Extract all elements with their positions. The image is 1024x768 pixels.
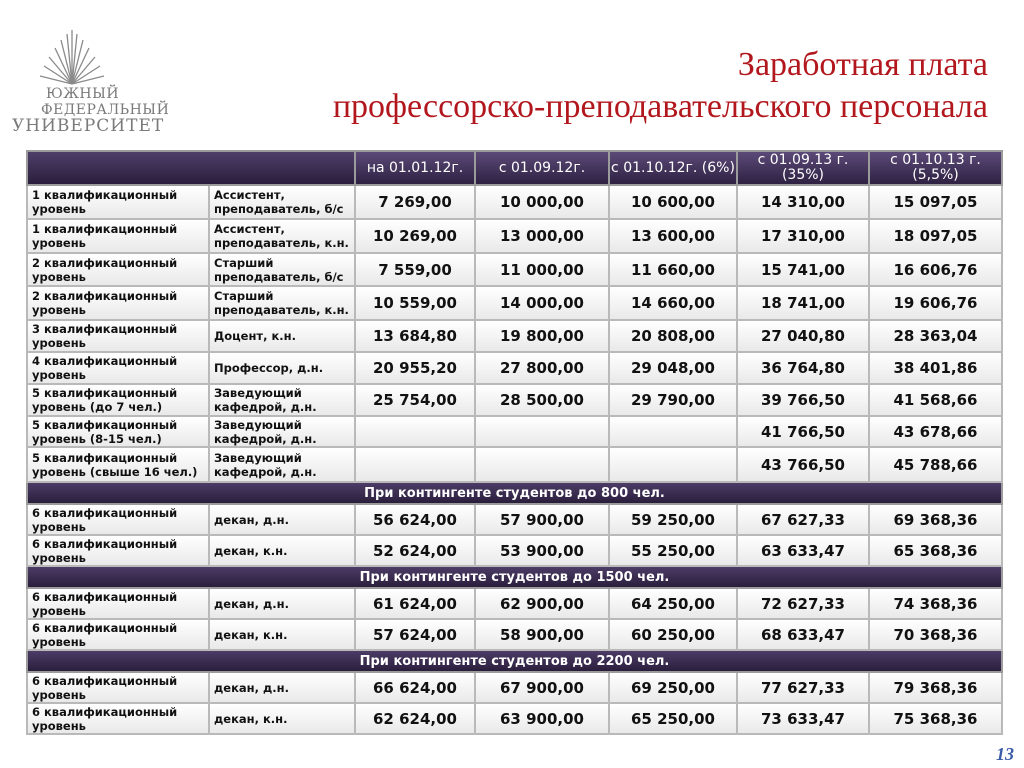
salary-value-cell <box>475 416 609 447</box>
salary-value-cell <box>609 447 737 482</box>
salary-value-cell: 28 363,04 <box>869 320 1002 352</box>
column-header: с 01.10.13 г. (5,5%) <box>869 151 1002 185</box>
section-title: При контингенте студентов до 1500 чел. <box>27 566 1002 588</box>
qualification-level-cell: 1 квалификационный уровень <box>27 185 209 219</box>
column-header: на 01.01.12г. <box>355 151 475 185</box>
salary-value-cell: 17 310,00 <box>737 219 869 253</box>
qualification-level-cell: 5 квалификационный уровень (до 7 чел.) <box>27 384 209 416</box>
salary-value-cell: 66 624,00 <box>355 672 475 703</box>
position-cell: Старший преподаватель, к.н. <box>209 286 355 320</box>
logo-text-line1: ЮЖНЫЙ <box>46 86 120 102</box>
table-row <box>27 286 1002 320</box>
section-header-row <box>27 650 1002 672</box>
header-blank-cell <box>27 151 355 185</box>
salary-value-cell: 19 800,00 <box>475 320 609 352</box>
qualification-level-cell: 3 квалификационный уровень <box>27 320 209 352</box>
fan-emblem-icon <box>36 28 108 86</box>
salary-value-cell: 79 368,36 <box>869 672 1002 703</box>
salary-value-cell: 19 606,76 <box>869 286 1002 320</box>
salary-value-cell: 14 310,00 <box>737 185 869 219</box>
position-cell: декан, д.н. <box>209 588 355 619</box>
page-number: 13 <box>996 744 1014 764</box>
salary-value-cell: 57 624,00 <box>355 619 475 650</box>
salary-value-cell: 13 684,80 <box>355 320 475 352</box>
salary-value-cell: 7 559,00 <box>355 253 475 286</box>
position-cell: Ассистент, преподаватель, б/с <box>209 185 355 219</box>
salary-value-cell: 15 097,05 <box>869 185 1002 219</box>
salary-value-cell: 68 633,47 <box>737 619 869 650</box>
salary-value-cell: 10 000,00 <box>475 185 609 219</box>
table-row <box>27 504 1002 535</box>
salary-value-cell: 20 955,20 <box>355 352 475 384</box>
section-title: При контингенте студентов до 800 чел. <box>27 482 1002 504</box>
salary-value-cell: 69 368,36 <box>869 504 1002 535</box>
position-cell: декан, д.н. <box>209 672 355 703</box>
section-header-row <box>27 482 1002 504</box>
salary-value-cell: 36 764,80 <box>737 352 869 384</box>
salary-value-cell: 62 900,00 <box>475 588 609 619</box>
logo-text-line3: УНИВЕРСИТЕТ <box>12 116 165 136</box>
salary-value-cell: 62 624,00 <box>355 703 475 734</box>
salary-value-cell: 10 600,00 <box>609 185 737 219</box>
salary-value-cell: 13 600,00 <box>609 219 737 253</box>
salary-value-cell: 53 900,00 <box>475 535 609 566</box>
salary-value-cell: 11 000,00 <box>475 253 609 286</box>
column-header: с 01.09.12г. <box>475 151 609 185</box>
header-row <box>27 151 1002 185</box>
salary-value-cell: 27 040,80 <box>737 320 869 352</box>
qualification-level-cell: 5 квалификационный уровень (8-15 чел.) <box>27 416 209 447</box>
salary-value-cell: 20 808,00 <box>609 320 737 352</box>
table-row <box>27 619 1002 650</box>
salary-value-cell: 41 568,66 <box>869 384 1002 416</box>
salary-value-cell: 57 900,00 <box>475 504 609 535</box>
qualification-level-cell: 2 квалификационный уровень <box>27 253 209 286</box>
salary-value-cell: 18 097,05 <box>869 219 1002 253</box>
position-cell: Ассистент, преподаватель, к.н. <box>209 219 355 253</box>
table-row <box>27 703 1002 734</box>
salary-value-cell: 16 606,76 <box>869 253 1002 286</box>
salary-value-cell: 15 741,00 <box>737 253 869 286</box>
salary-value-cell: 74 368,36 <box>869 588 1002 619</box>
salary-value-cell: 52 624,00 <box>355 535 475 566</box>
qualification-level-cell: 6 квалификационный уровень <box>27 535 209 566</box>
table-row <box>27 253 1002 286</box>
salary-value-cell: 28 500,00 <box>475 384 609 416</box>
table-row <box>27 219 1002 253</box>
salary-value-cell: 41 766,50 <box>737 416 869 447</box>
salary-value-cell: 63 900,00 <box>475 703 609 734</box>
salary-value-cell: 59 250,00 <box>609 504 737 535</box>
salary-value-cell: 43 678,66 <box>869 416 1002 447</box>
qualification-level-cell: 4 квалификационный уровень <box>27 352 209 384</box>
table-row <box>27 535 1002 566</box>
salary-value-cell: 38 401,86 <box>869 352 1002 384</box>
qualification-level-cell: 6 квалификационный уровень <box>27 588 209 619</box>
salary-table-body <box>27 151 1002 734</box>
salary-value-cell: 64 250,00 <box>609 588 737 619</box>
table-row <box>27 352 1002 384</box>
column-header: с 01.10.12г. (6%) <box>609 151 737 185</box>
salary-value-cell: 10 269,00 <box>355 219 475 253</box>
position-cell: Заведующий кафедрой, д.н. <box>209 416 355 447</box>
slide-title-line2: профессорско-преподавательского персонала <box>332 88 988 125</box>
slide-title <box>333 44 988 128</box>
position-cell: декан, д.н. <box>209 504 355 535</box>
table-row <box>27 320 1002 352</box>
salary-value-cell: 72 627,33 <box>737 588 869 619</box>
qualification-level-cell: 6 квалификационный уровень <box>27 619 209 650</box>
table-row <box>27 416 1002 447</box>
salary-value-cell: 25 754,00 <box>355 384 475 416</box>
salary-table <box>26 150 1003 735</box>
salary-value-cell: 10 559,00 <box>355 286 475 320</box>
qualification-level-cell: 6 квалификационный уровень <box>27 504 209 535</box>
logo-text-line2: ФЕДЕРАЛЬНЫЙ <box>41 102 170 118</box>
salary-value-cell: 27 800,00 <box>475 352 609 384</box>
salary-value-cell: 45 788,66 <box>869 447 1002 482</box>
section-title: При контингенте студентов до 2200 чел. <box>27 650 1002 672</box>
salary-value-cell: 29 790,00 <box>609 384 737 416</box>
salary-value-cell: 63 633,47 <box>737 535 869 566</box>
salary-value-cell: 14 000,00 <box>475 286 609 320</box>
section-header-row <box>27 566 1002 588</box>
position-cell: декан, к.н. <box>209 619 355 650</box>
qualification-level-cell: 6 квалификационный уровень <box>27 703 209 734</box>
salary-value-cell: 75 368,36 <box>869 703 1002 734</box>
salary-value-cell <box>355 447 475 482</box>
salary-value-cell: 67 900,00 <box>475 672 609 703</box>
position-cell: Доцент, к.н. <box>209 320 355 352</box>
salary-value-cell: 69 250,00 <box>609 672 737 703</box>
qualification-level-cell: 6 квалификационный уровень <box>27 672 209 703</box>
salary-value-cell: 77 627,33 <box>737 672 869 703</box>
salary-value-cell: 65 368,36 <box>869 535 1002 566</box>
position-cell: Профессор, д.н. <box>209 352 355 384</box>
table-row <box>27 588 1002 619</box>
salary-value-cell: 61 624,00 <box>355 588 475 619</box>
position-cell: Заведующий кафедрой, д.н. <box>209 447 355 482</box>
salary-value-cell: 56 624,00 <box>355 504 475 535</box>
salary-value-cell: 29 048,00 <box>609 352 737 384</box>
salary-value-cell: 39 766,50 <box>737 384 869 416</box>
salary-value-cell <box>609 416 737 447</box>
position-cell: декан, к.н. <box>209 703 355 734</box>
table-row <box>27 447 1002 482</box>
university-logo <box>8 28 178 138</box>
salary-value-cell: 60 250,00 <box>609 619 737 650</box>
salary-value-cell: 58 900,00 <box>475 619 609 650</box>
column-header: с 01.09.13 г. (35%) <box>737 151 869 185</box>
salary-value-cell: 7 269,00 <box>355 185 475 219</box>
position-cell: декан, к.н. <box>209 535 355 566</box>
position-cell: Заведующий кафедрой, д.н. <box>209 384 355 416</box>
salary-value-cell <box>475 447 609 482</box>
qualification-level-cell: 2 квалификационный уровень <box>27 286 209 320</box>
salary-value-cell: 14 660,00 <box>609 286 737 320</box>
salary-value-cell: 70 368,36 <box>869 619 1002 650</box>
table-row <box>27 185 1002 219</box>
salary-value-cell: 55 250,00 <box>609 535 737 566</box>
table-row <box>27 672 1002 703</box>
table-row <box>27 384 1002 416</box>
slide-title-line1: Заработная плата <box>737 46 988 83</box>
salary-value-cell: 18 741,00 <box>737 286 869 320</box>
salary-value-cell: 11 660,00 <box>609 253 737 286</box>
salary-value-cell: 73 633,47 <box>737 703 869 734</box>
qualification-level-cell: 5 квалификационный уровень (свыше 16 чел.) <box>27 447 209 482</box>
salary-value-cell: 13 000,00 <box>475 219 609 253</box>
salary-value-cell: 65 250,00 <box>609 703 737 734</box>
salary-value-cell <box>355 416 475 447</box>
salary-value-cell: 43 766,50 <box>737 447 869 482</box>
qualification-level-cell: 1 квалификационный уровень <box>27 219 209 253</box>
position-cell: Старший преподаватель, б/с <box>209 253 355 286</box>
salary-value-cell: 67 627,33 <box>737 504 869 535</box>
